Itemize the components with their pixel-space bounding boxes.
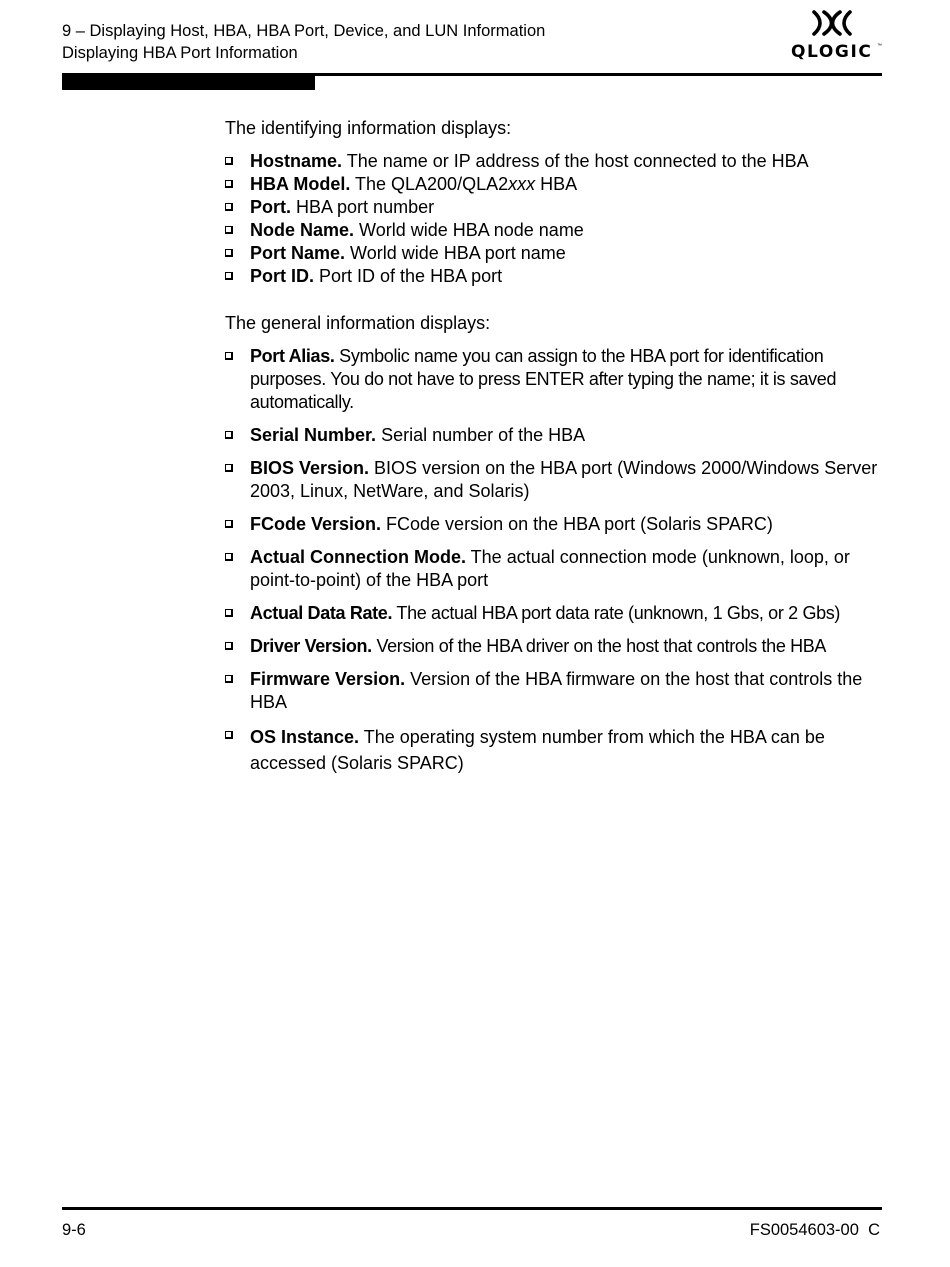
list-item	[225, 424, 890, 447]
item-description: Serial number of the HBA	[376, 425, 586, 445]
checkbox-bullet-icon	[225, 731, 233, 739]
item-description: The actual connection mode (unknown, loop, or point-to-point) of the HBA port	[250, 547, 850, 590]
list-item	[225, 602, 890, 625]
item-description: The QLA200/QLA2	[350, 174, 509, 194]
checkbox-bullet-icon	[225, 180, 233, 188]
list-item	[225, 513, 890, 536]
checkbox-bullet-icon	[225, 226, 233, 234]
checkbox-bullet-icon	[225, 464, 233, 472]
section-heading: Displaying HBA Port Information	[62, 44, 298, 62]
item-term: Node Name.	[250, 220, 355, 240]
list-item	[225, 635, 890, 658]
logo-wordmark: QLOGIC	[791, 42, 873, 62]
item-description: Symbolic name you can assign to the HBA port for identification purposes. You do not have to press ENTER after typing the name; it is saved automatically.	[250, 346, 837, 412]
item-description: Port ID of the HBA port	[314, 266, 503, 286]
qlogic-logo	[788, 9, 882, 65]
item-term: Port ID.	[250, 266, 315, 286]
item-description: FCode version on the HBA port (Solaris SPARC)	[381, 514, 773, 534]
list-item	[225, 345, 890, 414]
item-term: Actual Data Rate.	[250, 603, 393, 623]
list-item	[225, 546, 890, 592]
item-term: Port Name.	[250, 243, 346, 263]
page-number: 9-6	[62, 1221, 86, 1239]
list-item	[225, 265, 890, 288]
document-id: FS0054603-00 C	[749, 1221, 880, 1239]
list-item	[225, 173, 890, 196]
item-description: The name or IP address of the host connected to the HBA	[342, 151, 809, 171]
checkbox-bullet-icon	[225, 157, 233, 165]
item-description: BIOS version on the HBA port (Windows 2000/Windows Server 2003, Linux, NetWare, and Solaris)	[250, 458, 878, 501]
item-term: Actual Connection Mode.	[250, 547, 466, 567]
item-description: Version of the HBA firmware on the host that controls the HBA	[250, 669, 863, 712]
list-item	[225, 457, 890, 503]
identifying-intro: The identifying information displays:	[225, 118, 512, 138]
item-description-italic: xxx	[508, 174, 536, 194]
checkbox-bullet-icon	[225, 553, 233, 561]
item-description: HBA port number	[291, 197, 435, 217]
checkbox-bullet-icon	[225, 272, 233, 280]
item-description: World wide HBA port name	[345, 243, 566, 263]
general-intro: The general information displays:	[225, 313, 491, 333]
list-item	[225, 724, 890, 776]
item-description: The operating system number from which the HBA can be accessed (Solaris SPARC)	[250, 727, 825, 773]
list-item	[225, 196, 890, 219]
header-tab-bar	[62, 76, 315, 90]
list-item	[225, 219, 890, 242]
checkbox-bullet-icon	[225, 431, 233, 439]
checkbox-bullet-icon	[225, 642, 233, 650]
item-term: HBA Model.	[250, 174, 351, 194]
checkbox-bullet-icon	[225, 520, 233, 528]
item-description-end: HBA	[535, 174, 578, 194]
item-term: Hostname.	[250, 151, 343, 171]
list-item	[225, 150, 890, 173]
item-term: Firmware Version.	[250, 669, 406, 689]
item-term: Port Alias.	[250, 346, 335, 366]
footer-rule	[62, 1207, 882, 1210]
list-item	[225, 242, 890, 265]
checkbox-bullet-icon	[225, 675, 233, 683]
qlogic-logo-icon	[810, 9, 854, 37]
item-term: Serial Number.	[250, 425, 377, 445]
item-term: OS Instance.	[250, 727, 360, 747]
checkbox-bullet-icon	[225, 352, 233, 360]
chapter-heading: 9 – Displaying Host, HBA, HBA Port, Device, and LUN Information	[62, 22, 546, 40]
checkbox-bullet-icon	[225, 609, 233, 617]
item-description: Version of the HBA driver on the host that controls the HBA	[371, 636, 827, 656]
item-term: Driver Version.	[250, 636, 372, 656]
item-description: World wide HBA node name	[354, 220, 584, 240]
logo-trademark: ™	[877, 43, 882, 49]
checkbox-bullet-icon	[225, 203, 233, 211]
checkbox-bullet-icon	[225, 249, 233, 257]
item-description: The actual HBA port data rate (unknown, 1 Gbs, or 2 Gbs)	[392, 603, 841, 623]
item-term: Port.	[250, 197, 292, 217]
list-item	[225, 668, 890, 714]
item-term: FCode Version.	[250, 514, 382, 534]
item-term: BIOS Version.	[250, 458, 370, 478]
